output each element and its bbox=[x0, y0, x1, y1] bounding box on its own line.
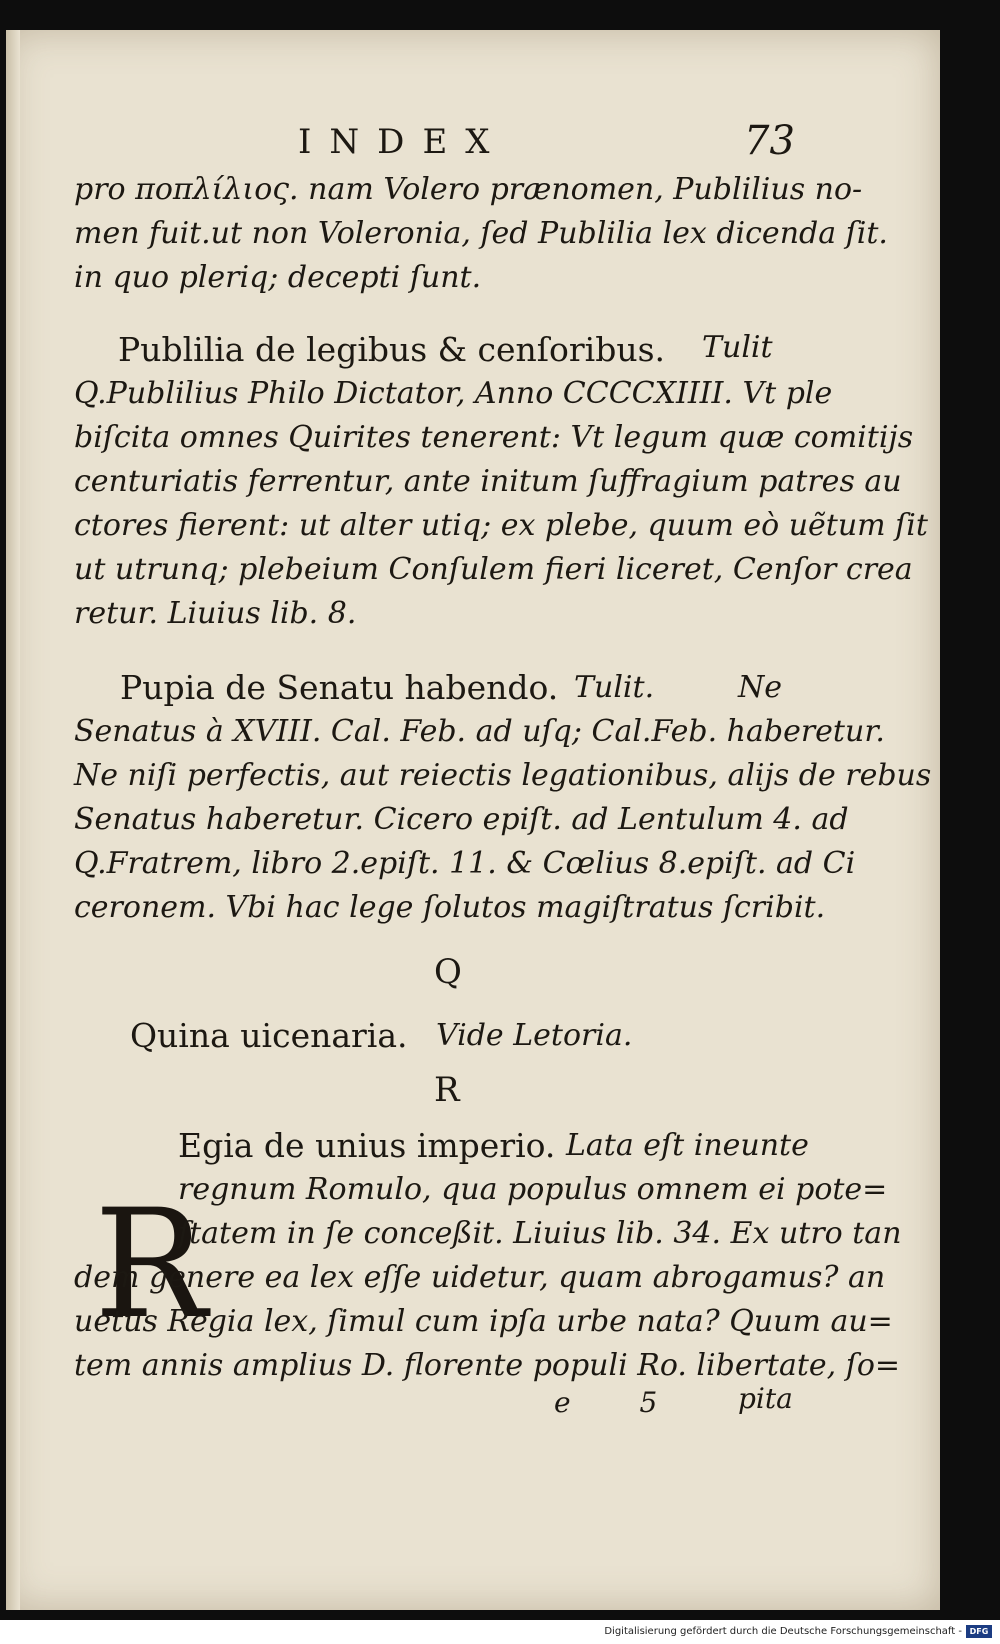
section-letter-r: R bbox=[434, 1070, 460, 1110]
drop-capital: R bbox=[94, 1178, 207, 1352]
page-number: 73 bbox=[744, 118, 795, 164]
text-line: in quo pleriq; decepti ſunt. bbox=[74, 260, 482, 295]
entry-verb: Tulit. bbox=[574, 670, 655, 705]
text-line: ut utrunq; plebeium Conſulem fieri liceret, Cenſor crea bbox=[74, 552, 913, 587]
text-line: Senatus haberetur. Cicero epiſt. ad Lentulum 4. ad bbox=[74, 802, 849, 837]
text-line: pro ποπλίλιος. nam Volero prænomen, Publilius no- bbox=[74, 172, 863, 207]
entry-title: Egia de unius imperio. bbox=[178, 1126, 556, 1165]
text-line: biſcita omnes Quirites tenerent: Vt legum quæ comitijs bbox=[74, 420, 914, 455]
entry-verb: Tulit bbox=[702, 330, 773, 365]
text-line: ſtatem in ſe conceßit. Liuius lib. 34. Ex utro tan bbox=[178, 1216, 902, 1251]
entry-tail: Ne bbox=[738, 670, 783, 705]
text-line: centuriatis ferrentur, ante initum ſuffragium patres au bbox=[74, 464, 902, 499]
text-line: retur. Liuius lib. 8. bbox=[74, 596, 357, 631]
text-line: men fuit.ut non Voleronia, ſed Publilia lex dicenda ſit. bbox=[74, 216, 888, 251]
dfg-logo: DFG bbox=[966, 1625, 992, 1638]
text-line: regnum Romulo, qua populus omnem ei pote= bbox=[178, 1172, 888, 1207]
section-letter-q: Q bbox=[434, 952, 462, 992]
entry-verb: Lata eſt ineunte bbox=[566, 1128, 809, 1163]
entry-reference: Vide Letoria. bbox=[436, 1018, 633, 1053]
text-line: Q.Publilius Philo Dictator, Anno CCCCXIIII. Vt ple bbox=[74, 376, 833, 411]
text-line: ctores fierent: ut alter utiq; ex plebe, quum eò uẽtum ſit bbox=[74, 508, 928, 543]
page-gutter bbox=[6, 30, 20, 1610]
running-title: INDEX bbox=[298, 122, 508, 162]
text-line: dem genere ea lex eſſe uidetur, quam abrogamus? an bbox=[74, 1260, 886, 1295]
entry-title: Pupia de Senatu habendo. bbox=[120, 668, 559, 707]
text-line: Ne niſi perfectis, aut reiectis legationibus, alijs de rebus bbox=[74, 758, 932, 793]
catchword: pita bbox=[738, 1382, 793, 1415]
text-line: Q.Fratrem, libro 2.epiſt. 11. & Cœlius 8.epiſt. ad Ci bbox=[74, 846, 856, 881]
footer-credit: Digitalisierung gefördert durch die Deutsche Forschungsgemeinschaft - bbox=[604, 1626, 962, 1637]
entry-title: Quina uicenaria. bbox=[130, 1016, 408, 1055]
text-line: ceronem. Vbi hac lege ſolutos magiſtratus ſcribit. bbox=[74, 890, 826, 925]
text-line: Senatus à XVIII. Cal. Feb. ad uſq; Cal.Feb. haberetur. bbox=[74, 714, 885, 749]
entry-title: Publilia de legibus & cenſoribus. bbox=[118, 330, 666, 369]
text-line: uetus Regia lex, ſimul cum ipſa urbe nata? Quum au= bbox=[74, 1304, 893, 1339]
signature-mark: e 5 bbox=[554, 1386, 688, 1419]
book-page bbox=[6, 30, 940, 1610]
text-line: tem annis amplius D. florente populi Ro. libertate, ſo= bbox=[74, 1348, 901, 1383]
